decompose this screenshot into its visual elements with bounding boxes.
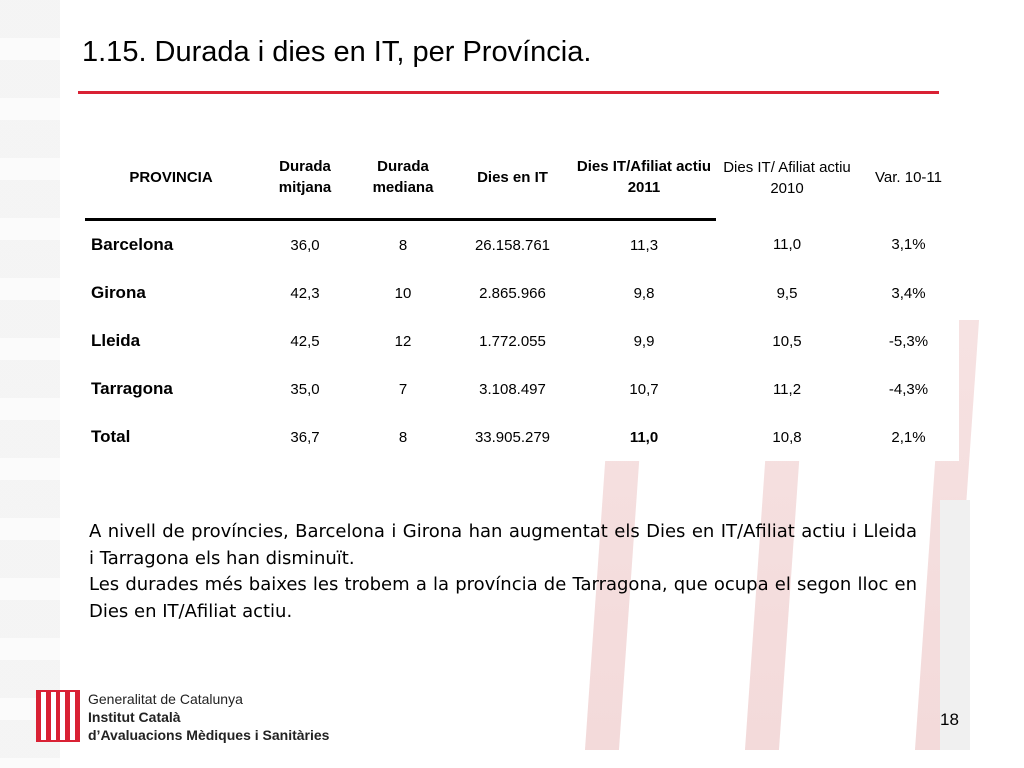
- header-durada-mediana: Durada mediana: [353, 136, 453, 220]
- background-watermark-left: [0, 0, 60, 768]
- table-row: [85, 220, 959, 270]
- page-title: 1.15. Durada i dies en IT, per Província.: [82, 36, 592, 68]
- cell-durada-mitjana: 42,5: [290, 332, 320, 350]
- cell-afiliat-2010: 10,8: [772, 428, 802, 446]
- cell-durada-mediana: 7: [398, 380, 408, 398]
- cell-dies-it: 2.865.966: [479, 284, 546, 302]
- row-name: Lleida: [91, 331, 141, 350]
- title-underline: [78, 91, 939, 94]
- page-number: 18: [940, 710, 959, 729]
- header-dies-afiliat-2011: Dies IT/Afiliat actiu 2011: [572, 136, 716, 220]
- header-dies-it: Dies en IT: [453, 136, 572, 220]
- summary-line: Les durades més baixes les trobem a la província de Tarragona, que ocupa el segon lloc en Dies en IT/Afiliat actiu.: [89, 574, 917, 622]
- province-table: [85, 136, 959, 461]
- cell-var: -5,3%: [888, 332, 929, 350]
- table-row: [85, 269, 959, 317]
- cell-afiliat-2011: 11,0: [629, 428, 659, 446]
- table-header-row: [85, 136, 959, 220]
- table-row: [85, 365, 959, 413]
- cell-durada-mediana: 8: [398, 236, 408, 254]
- header-var: Var. 10-11: [875, 169, 942, 187]
- row-name: Tarragona: [91, 379, 173, 398]
- cell-afiliat-2011: 9,9: [633, 332, 655, 350]
- header-provincia: PROVINCIA: [85, 136, 257, 220]
- cell-durada-mitjana: 36,0: [290, 236, 320, 254]
- institution-line-1: Generalitat de Catalunya: [88, 691, 243, 707]
- institution-line-3: d’Avaluacions Mèdiques i Sanitàries: [88, 727, 330, 743]
- cell-var: 3,4%: [891, 284, 926, 302]
- row-name: Girona: [91, 283, 146, 302]
- cell-afiliat-2010: 10,5: [772, 332, 802, 350]
- cell-afiliat-2010: 11,0: [772, 235, 802, 253]
- generalitat-logo: [36, 690, 80, 742]
- summary-line: A nivell de províncies, Barcelona i Girona han augmentat els Dies en IT/Afiliat actiu i Lleida i Tarragona els han disminuït.: [89, 521, 917, 569]
- cell-afiliat-2011: 10,7: [629, 380, 659, 398]
- cell-dies-it: 33.905.279: [474, 428, 551, 446]
- row-name: Total: [91, 427, 131, 446]
- table-row: [85, 317, 959, 365]
- row-name: Barcelona: [91, 235, 174, 254]
- cell-dies-it: 1.772.055: [479, 332, 546, 350]
- cell-afiliat-2011: 11,3: [629, 236, 659, 254]
- cell-afiliat-2011: 9,8: [633, 284, 655, 302]
- institution-name: [88, 690, 329, 744]
- cell-durada-mitjana: 35,0: [290, 380, 320, 398]
- cell-afiliat-2010: 11,2: [772, 380, 802, 398]
- cell-var: -4,3%: [888, 380, 929, 398]
- table-row-total: [85, 413, 959, 461]
- header-durada-mitjana: Durada mitjana: [257, 136, 353, 220]
- cell-var: 2,1%: [891, 428, 926, 446]
- summary-paragraph: [89, 519, 917, 625]
- institution-line-2: Institut Català: [88, 709, 181, 725]
- cell-dies-it: 3.108.497: [479, 380, 546, 398]
- cell-durada-mediana: 10: [394, 284, 412, 302]
- cell-dies-it: 26.158.761: [474, 236, 551, 254]
- cell-var: 3,1%: [891, 235, 926, 253]
- cell-durada-mitjana: 42,3: [290, 284, 320, 302]
- cell-afiliat-2010: 9,5: [776, 284, 798, 302]
- header-dies-afiliat-2010: Dies IT/ Afiliat actiu 2010: [723, 158, 851, 197]
- cell-durada-mitjana: 36,7: [290, 428, 320, 446]
- cell-durada-mediana: 8: [398, 428, 408, 446]
- cell-durada-mediana: 12: [394, 332, 412, 350]
